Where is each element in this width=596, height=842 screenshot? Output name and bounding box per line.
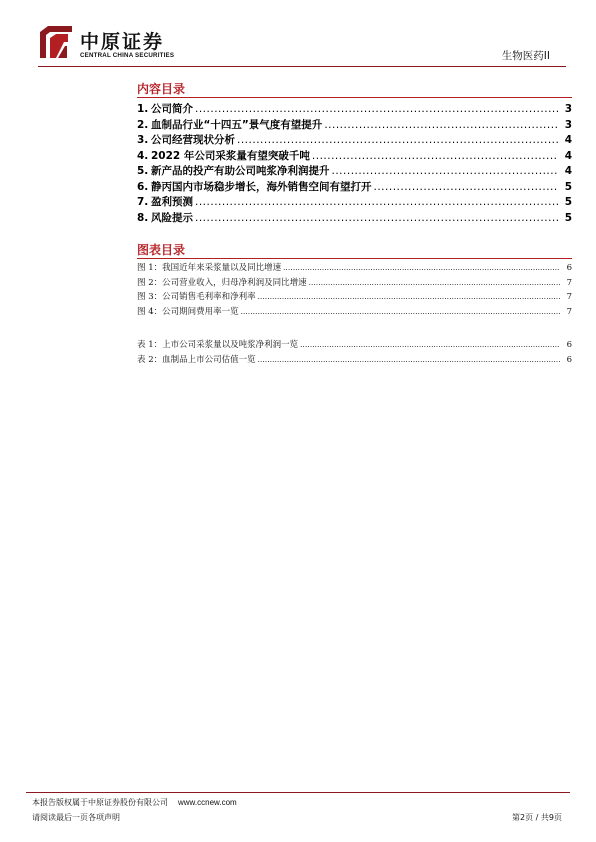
toc-leader-dots bbox=[374, 181, 559, 193]
footer-website-link[interactable]: www.ccnew.com bbox=[178, 798, 237, 807]
list-item-title[interactable]: 表 1：上市公司采浆量以及吨浆净利润一览 bbox=[137, 340, 299, 350]
toc-leader-dots bbox=[237, 134, 558, 146]
list-item-page: 6 bbox=[566, 340, 572, 350]
logo-mark-icon bbox=[38, 24, 74, 60]
list-leader-dots bbox=[258, 355, 560, 365]
list-item-page: 7 bbox=[566, 277, 572, 288]
list-item-title[interactable]: 图 2：公司营业收入，归母净利润及同比增速 bbox=[137, 277, 307, 288]
table-list bbox=[137, 338, 572, 367]
table-list-item[interactable] bbox=[137, 338, 572, 353]
footer-divider bbox=[26, 792, 570, 793]
toc-leader-dots bbox=[332, 165, 559, 177]
toc-item[interactable] bbox=[137, 132, 572, 148]
list-item-title[interactable]: 表 2：血制品上市公司估值一览 bbox=[137, 354, 256, 365]
toc-item-number: 8. bbox=[137, 211, 149, 224]
list-item-title[interactable]: 图 1：我国近年来采浆量以及同比增速 bbox=[137, 263, 282, 273]
figure-list bbox=[137, 261, 572, 319]
logo-text-cn: 中原证券 bbox=[80, 31, 165, 53]
footer-copyright-line bbox=[32, 797, 237, 808]
report-category: 生物医药II bbox=[501, 50, 550, 62]
toc-item[interactable] bbox=[137, 194, 572, 210]
toc-item-page: 4 bbox=[564, 134, 572, 146]
toc-leader-dots bbox=[195, 212, 558, 224]
logo-text-en: CENTRAL CHINA SECURITIES bbox=[80, 52, 175, 59]
list-item-title[interactable]: 图 3：公司销售毛利率和净利率 bbox=[137, 292, 256, 302]
list-item-page: 7 bbox=[566, 306, 572, 317]
contents-title: 内容目录 bbox=[137, 82, 186, 96]
toc-item-title[interactable]: 盈利预测 bbox=[151, 196, 193, 208]
toc-item-number: 7. bbox=[137, 196, 149, 208]
header-divider bbox=[38, 66, 566, 67]
figure-list-item[interactable] bbox=[137, 305, 572, 320]
toc-item-title[interactable]: 风险提示 bbox=[151, 211, 193, 224]
toc-item-title[interactable]: 静丙国内市场稳步增长，海外销售空间有望打开 bbox=[151, 180, 372, 193]
figures-title: 图表目录 bbox=[137, 243, 186, 257]
toc-item[interactable] bbox=[137, 148, 572, 164]
figure-list-item[interactable] bbox=[137, 261, 572, 276]
figures-divider bbox=[137, 258, 572, 259]
toc-item-page: 5 bbox=[564, 211, 572, 224]
table-list-item[interactable] bbox=[137, 353, 572, 368]
toc-item-number: 4. bbox=[137, 149, 149, 162]
company-logo bbox=[38, 24, 188, 62]
contents-list bbox=[137, 101, 572, 225]
footer-copyright: 本报告版权属于中原证券股份有限公司 bbox=[32, 798, 168, 807]
toc-leader-dots bbox=[195, 103, 558, 115]
footer-notice: 请阅读最后一页各项声明 bbox=[32, 813, 120, 822]
list-leader-dots bbox=[258, 292, 560, 302]
list-leader-dots bbox=[241, 307, 560, 317]
figure-list-item[interactable] bbox=[137, 276, 572, 291]
toc-item-page: 4 bbox=[564, 149, 572, 162]
toc-item[interactable] bbox=[137, 179, 572, 195]
toc-item[interactable] bbox=[137, 101, 572, 117]
contents-divider bbox=[137, 97, 572, 98]
toc-item-page: 5 bbox=[564, 180, 572, 193]
figure-list-item[interactable] bbox=[137, 290, 572, 305]
list-item-page: 6 bbox=[566, 354, 572, 365]
toc-item-title[interactable]: 2022 年公司采浆量有望突破千吨 bbox=[151, 149, 310, 162]
toc-item-number: 1. bbox=[137, 103, 149, 115]
toc-item-number: 5. bbox=[137, 165, 149, 177]
list-item-title[interactable]: 图 4：公司期间费用率一览 bbox=[137, 306, 239, 317]
toc-item-title[interactable]: 新产品的投产有助公司吨浆净利润提升 bbox=[151, 165, 330, 177]
toc-item-title[interactable]: 公司简介 bbox=[151, 103, 193, 115]
list-leader-dots bbox=[283, 263, 560, 273]
list-item-page: 6 bbox=[566, 263, 572, 273]
list-item-page: 7 bbox=[566, 292, 572, 302]
toc-item[interactable] bbox=[137, 210, 572, 226]
toc-item-page: 4 bbox=[564, 165, 572, 177]
list-leader-dots bbox=[309, 278, 560, 288]
toc-item-page: 5 bbox=[564, 196, 572, 208]
toc-leader-dots bbox=[195, 196, 558, 208]
toc-item-number: 6. bbox=[137, 180, 149, 193]
toc-item-page: 3 bbox=[564, 118, 572, 131]
toc-item-number: 3. bbox=[137, 134, 149, 146]
toc-item-title[interactable]: 公司经营现状分析 bbox=[151, 134, 235, 146]
toc-leader-dots bbox=[312, 150, 558, 162]
footer-page-info: 第2页 / 共9页 bbox=[512, 813, 562, 822]
toc-item-page: 3 bbox=[564, 103, 572, 115]
toc-item-number: 2. bbox=[137, 118, 149, 131]
list-leader-dots bbox=[300, 340, 560, 350]
toc-item[interactable] bbox=[137, 163, 572, 179]
toc-item-title[interactable]: 血制品行业“十四五”景气度有望提升 bbox=[151, 118, 323, 131]
toc-leader-dots bbox=[324, 119, 558, 131]
toc-item[interactable] bbox=[137, 117, 572, 133]
